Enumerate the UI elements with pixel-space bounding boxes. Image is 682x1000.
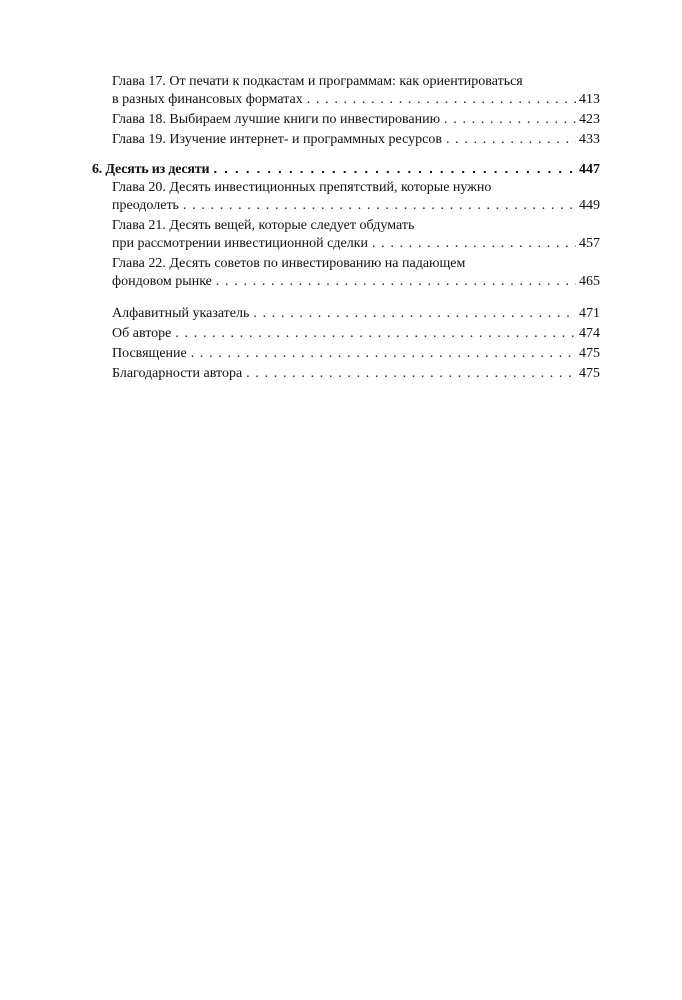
- dot-leader: [246, 365, 576, 383]
- table-of-contents: [92, 73, 600, 383]
- toc-entry-last-line: [112, 235, 600, 253]
- toc-entry-first-line: [112, 73, 600, 91]
- toc-entry-chapter-18: [92, 111, 600, 129]
- toc-entry-title-continued: в разных финансовых форматах: [112, 92, 303, 107]
- toc-entry-acknowledgements: [92, 365, 600, 383]
- dot-leader: [216, 273, 576, 291]
- toc-entry-first-line: [112, 217, 600, 235]
- toc-entry-last-line: [112, 111, 600, 129]
- part-title: 6. Десять из десяти: [92, 162, 210, 177]
- toc-entry-title: Глава 22. Десять советов по инвестированию на падающем: [112, 256, 466, 271]
- toc-entry-line: [112, 325, 600, 343]
- toc-entry-title: Посвящение: [112, 346, 187, 361]
- toc-entry-about-author: [92, 325, 600, 343]
- toc-entry-title: Благодарности автора: [112, 366, 243, 381]
- dot-leader: [175, 325, 576, 343]
- dot-leader: [372, 235, 576, 253]
- toc-entry-title: Глава 21. Десять вещей, которые следует обдумать: [112, 218, 415, 233]
- toc-entry-page-number: 423: [579, 112, 600, 127]
- toc-entry-page-number: 471: [579, 306, 600, 321]
- toc-entry-last-line: [112, 197, 600, 215]
- part-page-number: 447: [579, 162, 600, 177]
- dot-leader: [253, 305, 576, 323]
- toc-entry-title: Глава 20. Десять инвестиционных препятствий, которые нужно: [112, 180, 492, 195]
- toc-entry-title-continued: при рассмотрении инвестиционной сделки: [112, 236, 368, 251]
- dot-leader: [183, 197, 576, 215]
- section-spacer: [92, 291, 600, 303]
- toc-entry-title: Глава 19. Изучение интернет- и программных ресурсов: [112, 132, 442, 147]
- toc-entry-chapter-21: [92, 217, 600, 253]
- toc-entry-last-line: [112, 91, 600, 109]
- toc-entry-index: [92, 305, 600, 323]
- toc-part-6-heading: [92, 159, 600, 179]
- toc-entry-dedication: [92, 345, 600, 363]
- toc-entry-chapter-19: [92, 131, 600, 149]
- toc-entry-first-line: [112, 179, 600, 197]
- toc-entry-title: Об авторе: [112, 326, 172, 341]
- toc-entry-title-continued: фондовом рынке: [112, 274, 212, 289]
- toc-entry-page-number: 457: [579, 236, 600, 251]
- toc-entry-chapter-17: [92, 73, 600, 109]
- toc-entry-page-number: 413: [579, 92, 600, 107]
- toc-entry-last-line: [112, 131, 600, 149]
- toc-entry-title: Глава 18. Выбираем лучшие книги по инвестированию: [112, 112, 441, 127]
- dot-leader: [213, 159, 576, 177]
- toc-entry-chapter-22: [92, 255, 600, 291]
- toc-entry-line: [112, 345, 600, 363]
- toc-entry-page-number: 433: [579, 132, 600, 147]
- toc-entry-page-number: 474: [579, 326, 600, 341]
- toc-entry-title: Алфавитный указатель: [112, 306, 250, 321]
- toc-entry-line: [112, 365, 600, 383]
- toc-entry-page-number: 449: [579, 198, 600, 213]
- toc-entry-line: [112, 305, 600, 323]
- toc-entry-last-line: [112, 273, 600, 291]
- toc-entry-title: Глава 17. От печати к подкастам и программам: как ориентироваться: [112, 74, 523, 89]
- toc-entry-first-line: [112, 255, 600, 273]
- toc-entry-title-continued: преодолеть: [112, 198, 179, 213]
- toc-entry-page-number: 465: [579, 274, 600, 289]
- toc-entry-page-number: 475: [579, 346, 600, 361]
- toc-entry-chapter-20: [92, 179, 600, 215]
- toc-entry-page-number: 475: [579, 366, 600, 381]
- dot-leader: [307, 91, 576, 109]
- dot-leader: [444, 111, 576, 129]
- dot-leader: [446, 131, 576, 149]
- dot-leader: [191, 345, 576, 363]
